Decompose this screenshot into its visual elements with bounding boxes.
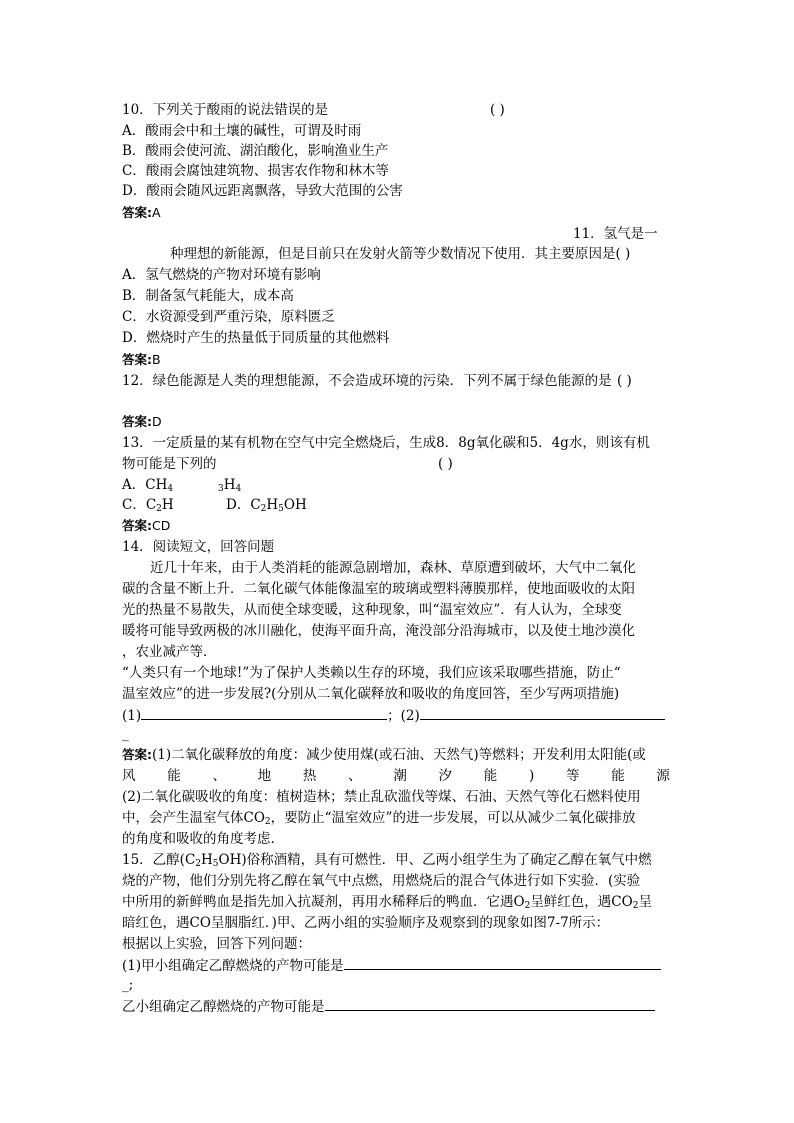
q15-sub2 [122, 996, 655, 1017]
q10-option-a: A．酸雨会中和土壤的碱性，可谓及时雨 [122, 123, 362, 139]
q13-stem-line2 [122, 454, 453, 474]
q14-title: 14．阅读短文，回答问题 [122, 539, 275, 555]
word: 能 [167, 768, 181, 784]
q11-option-c: C．水资源受到严重污染，原料匮乏 [122, 309, 335, 325]
q15-line2: 烧的产物，他们分别先将乙醇在氧气中点燃，用燃烧后的混合气体进行如下实验．(实验 [122, 873, 641, 889]
blank-1-label: (1) [122, 708, 142, 724]
word: 等 [565, 768, 580, 784]
q15-sub1 [122, 955, 661, 976]
q14-answer-blanks [122, 705, 665, 726]
q12-stem-text: 12．绿色能源是人类的理想能源，不会造成环境的污染．下列不属于绿色能源的是 [122, 373, 612, 389]
q13-option-c: C．$C_2H$ [122, 497, 174, 514]
q11-answer [122, 350, 161, 370]
q14-passage-line: 光的热量不易散失，从而使全球变暖，这种现象，叫“温室效应”．有人认为，全球变 [122, 602, 622, 618]
word: 能 [483, 768, 498, 784]
answer-label: 答案: [122, 205, 152, 220]
q15-line3: 中所用的新鲜鸭血是指先加入抗凝剂，再用水稀释后的鸭血．它遇$O_2$呈鲜红色，遇$CO_2$呈 [122, 894, 652, 911]
answer-blank-q15-1[interactable] [344, 955, 661, 970]
word: 、 [212, 768, 226, 784]
q14-passage-line: 暖将可能导致两极的冰川融化，使海平面升高，淹没部分沿海城市，以及使土地沙漠化 [122, 623, 635, 639]
q14-question-line1: “人类只有一个地球!”为了保护人类赖以生存的环境，我们应该采取哪些措施，防止“ [122, 665, 621, 681]
q13-stem-line1: 13．一定质量的某有机物在空气中完全燃烧后，生成8．8g氧化碳和5．4g水，则该有机 [122, 435, 650, 451]
answer-value: A [152, 205, 161, 220]
q10-stem [122, 100, 505, 120]
q14-answer-line5: 的角度和吸收的角度考虑. [122, 831, 275, 847]
q10-option-c: C．酸雨会腐蚀建筑物、损害农作物和林木等 [122, 163, 389, 179]
q14-passage-line: ，农业减产等． [122, 644, 217, 660]
blank-2-label: ；(2) [387, 708, 420, 724]
q15-line5: 根据以上实验，回答下列问题： [122, 936, 311, 952]
q10-option-b: B．酸雨会使河流、湖泊酸化，影响渔业生产 [122, 143, 389, 159]
q13-option-b: $_3H_4$ [218, 477, 242, 494]
q15-sub1-tail: _; [122, 977, 134, 993]
q15-line4: 暗红色，遇CO呈胭脂红．)甲、乙两小组的实验顺序及观察到的现象如图7-7所示： [122, 915, 610, 931]
q10-option-d: D．酸雨会随风远距离飘落，导致大范围的公害 [122, 183, 403, 199]
q11-stem-part2: 种理想的新能源，但是目前只在发射火箭等少数情况下使用．其主要原因是( ) [170, 246, 631, 262]
q12-answer [122, 412, 162, 432]
answer-blank-1[interactable] [141, 705, 387, 720]
word: 汐 [438, 768, 453, 784]
q13-options-cd [122, 495, 307, 515]
word: ) [528, 768, 535, 784]
q12-stem [122, 371, 632, 391]
q14-answer-line4: 中，会产生温室气体$CO_2$，要防止“温室效应”的进一步发展，可以从减少二氧化碳排放 [122, 810, 636, 827]
q11-option-a: A．氢气燃烧的产物对环境有影响 [122, 267, 321, 283]
q14-answer-text-1: (1)二氧化碳释放的角度：减少使用煤(或石油、天然气)等燃料；开发利用太阳能(或 [152, 747, 646, 763]
q14-answer-line3: (2)二氧化碳吸收的角度：植树造林；禁止乱砍滥伐等煤、石油、天然气等化石燃料使用 [122, 789, 641, 805]
answer-blank-q15-2[interactable] [325, 996, 655, 1011]
q15-sub1-label: (1)甲小组确定乙醇燃烧的产物可能是 [122, 958, 344, 974]
answer-label: 答案: [122, 352, 152, 367]
answer-blank-2[interactable] [420, 705, 665, 720]
q14-passage-line: 近几十年来，由于人类消耗的能源急剧增加，森林、草原遭到破坏，大气中二氧化 [150, 560, 636, 576]
q13-option-d: D．$C_2H_5OH$ [226, 497, 307, 514]
answer-value: CD [152, 518, 171, 533]
answer-label: 答案: [122, 518, 152, 533]
q14-blank-tail: _ [122, 726, 129, 742]
word: 潮 [393, 768, 407, 784]
q11-stem-part1: 11．氢气是一 [573, 226, 658, 242]
word: 、 [348, 768, 362, 784]
q14-answer-line2 [122, 766, 670, 786]
q12-paren: ( ) [617, 373, 632, 389]
q13-stem-line2-text: 物可能是下列的 [122, 456, 217, 472]
word: 地 [257, 768, 272, 784]
answer-label: 答案: [122, 414, 152, 429]
word: 源 [656, 768, 670, 784]
q13-paren: ( ) [438, 456, 453, 472]
q10-answer [122, 203, 161, 223]
q15-sub2-label: 乙小组确定乙醇燃烧的产物可能是 [122, 999, 325, 1015]
q10-paren: ( ) [490, 102, 505, 118]
answer-value: B [152, 352, 161, 367]
q14-passage-line: 碳的含量不断上升．二氧化碳气体能像温室的玻璃或塑料薄膜那样，使地面吸收的太阳 [122, 581, 635, 597]
q15-line1: 15．乙醇$(C_2H_5OH)$俗称酒精，具有可燃性．甲、乙两小组学生为了确定乙醇在氧气中燃 [122, 852, 652, 869]
answer-value: D [152, 414, 162, 429]
q13-answer [122, 516, 170, 536]
q13-option-a: A．$CH_4$ [122, 477, 174, 494]
answer-label: 答案: [122, 747, 152, 762]
q11-option-d: D．燃烧时产生的热量低于同质量的其他燃料 [122, 330, 390, 346]
q14-answer-line1 [122, 745, 646, 765]
word: 热 [302, 768, 317, 784]
q13-options-ab [122, 475, 242, 495]
word: 风 [122, 768, 136, 784]
q14-question-line2: 温室效应”的进一步发展?(分别从二氧化碳释放和吸收的角度回答，至少写两项措施) [122, 686, 620, 702]
q11-option-b: B．制备氢气耗能大，成本高 [122, 288, 294, 304]
q10-stem-text: 10．下列关于酸雨的说法错误的是 [122, 102, 329, 118]
word: 能 [611, 768, 625, 784]
